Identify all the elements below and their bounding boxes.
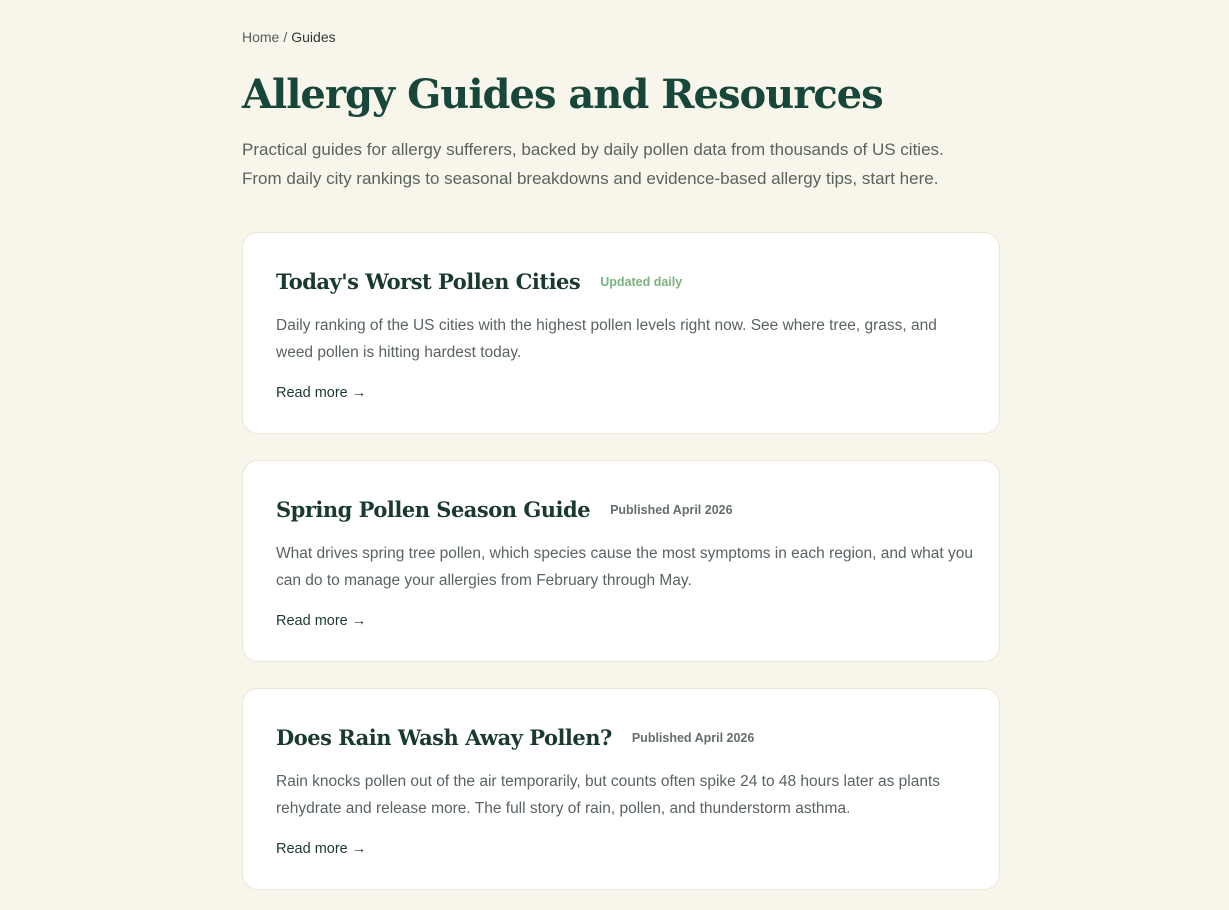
read-more-link[interactable] — [276, 611, 366, 631]
card-description: Rain knocks pollen out of the air temporarily, but counts often spike 24 to 48 hours later as plants rehydrate and release more. The full story of rain, pollen, and thunderstorm asthma. — [276, 773, 941, 817]
guide-card-spring-pollen-season[interactable] — [242, 460, 1000, 662]
card-title[interactable]: Today's Worst Pollen Cities — [276, 269, 581, 294]
breadcrumb-separator: / — [283, 29, 288, 45]
arrow-right-icon: → — [351, 385, 367, 401]
page-title: Allergy Guides and Resources — [242, 71, 883, 118]
card-title[interactable]: Spring Pollen Season Guide — [276, 497, 591, 522]
intro-line-2: From daily city rankings to seasonal breakdowns and evidence-based allergy tips, start here. — [242, 169, 939, 188]
arrow-right-icon: → — [351, 841, 367, 857]
published-badge: Published April 2026 — [610, 503, 733, 517]
published-badge: Published April 2026 — [631, 731, 755, 745]
intro-line-1: Practical guides for allergy sufferers, backed by daily pollen data from thousands of US cities. — [242, 140, 944, 159]
read-more-label: Read more — [276, 385, 348, 401]
page-intro — [242, 135, 1002, 193]
guide-card-rain-pollen[interactable] — [242, 688, 1000, 890]
read-more-link[interactable] — [276, 383, 366, 403]
card-header — [276, 267, 682, 297]
card-header — [276, 723, 754, 753]
card-description: What drives spring tree pollen, which species cause the most symptoms in each region, and what you can do to manage your allergies from February through May. — [276, 545, 973, 589]
breadcrumb-home-link[interactable]: Home — [242, 29, 280, 45]
read-more-label: Read more — [276, 841, 348, 857]
updated-badge: Updated daily — [600, 275, 683, 289]
card-title[interactable]: Does Rain Wash Away Pollen? — [276, 725, 612, 750]
read-more-label: Read more — [276, 613, 348, 629]
card-header — [276, 495, 733, 525]
breadcrumb — [242, 28, 336, 46]
card-description: Daily ranking of the US cities with the highest pollen levels right now. See where tree, grass, and weed pollen is hitting hardest today. — [276, 317, 937, 361]
guide-card-worst-pollen-cities[interactable] — [242, 232, 1000, 434]
read-more-link[interactable] — [276, 839, 366, 859]
arrow-right-icon: → — [351, 613, 367, 629]
breadcrumb-current: Guides — [291, 29, 336, 45]
